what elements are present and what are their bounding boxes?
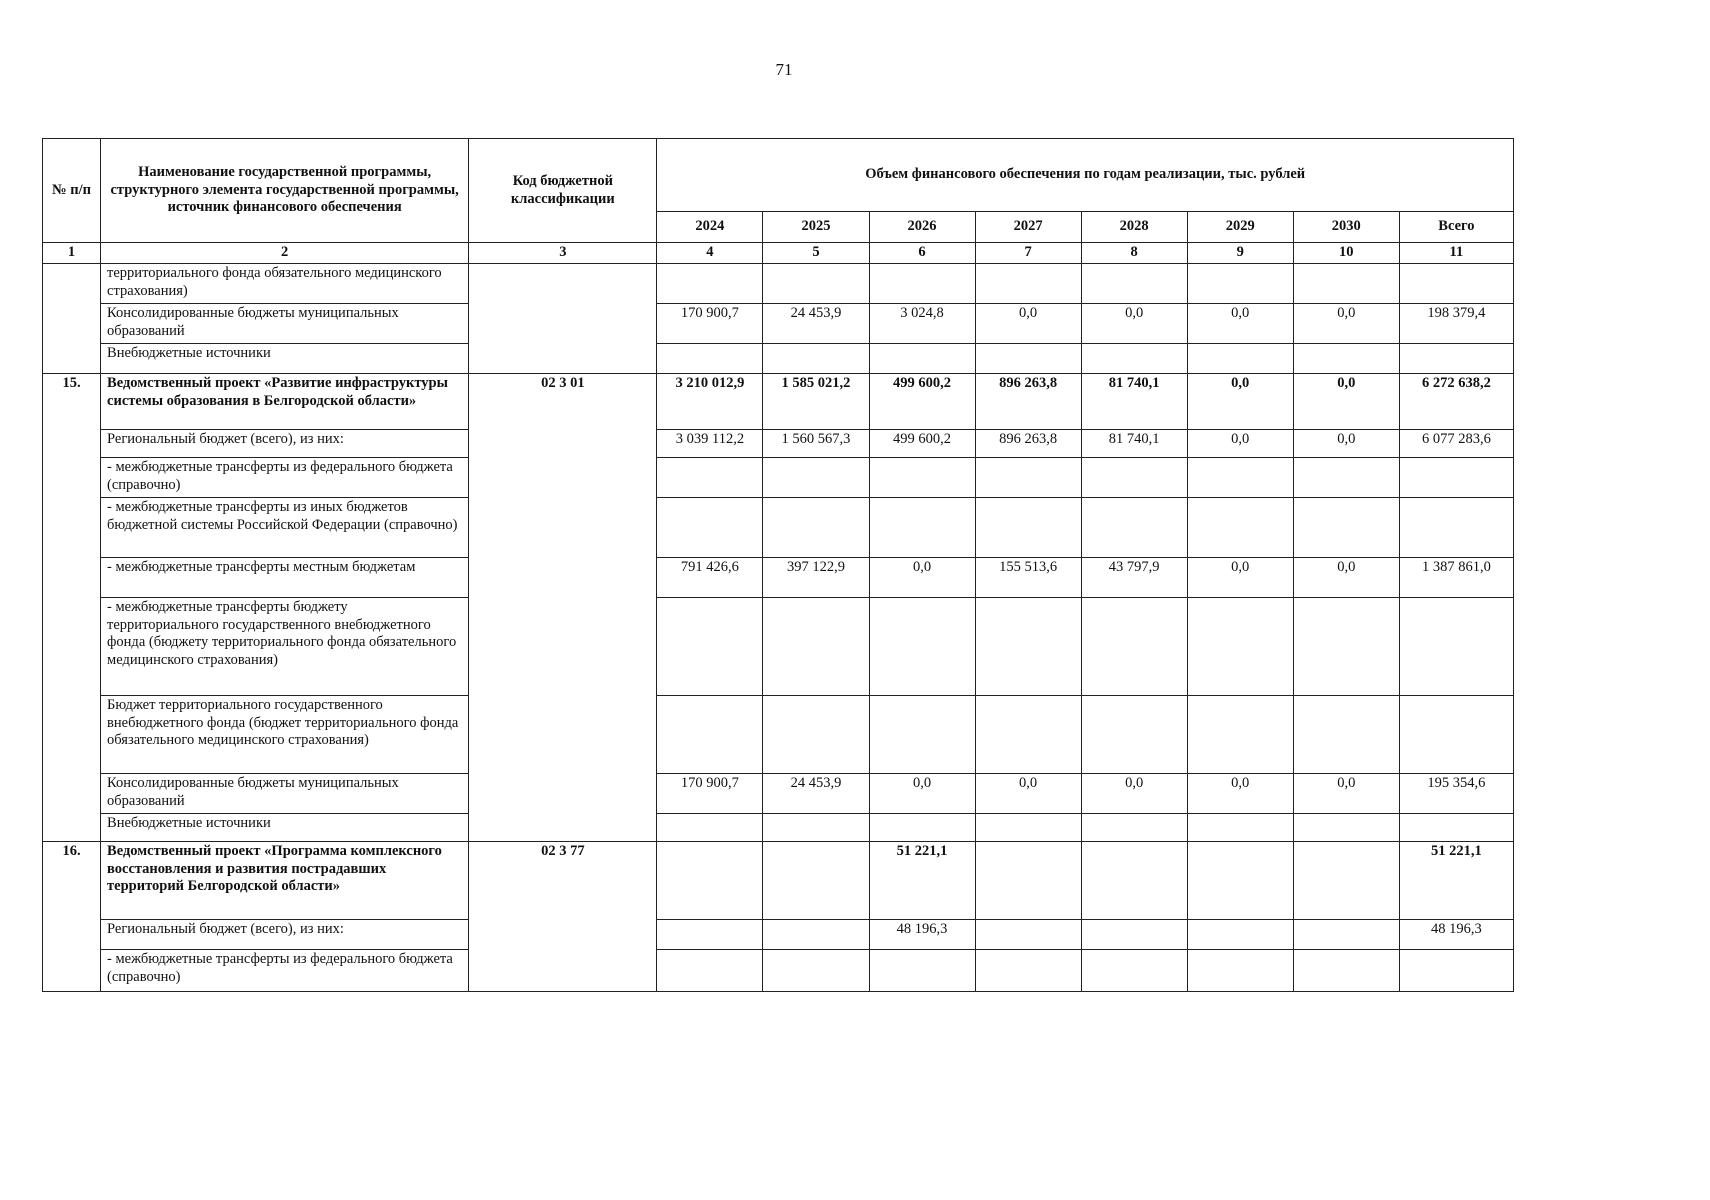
value-cell: 1 560 567,3: [763, 430, 869, 458]
value-cell: [657, 696, 763, 774]
value-cell: [763, 598, 869, 696]
column-number: 1: [43, 243, 101, 264]
value-cell: 3 024,8: [869, 304, 975, 344]
value-cell: [1187, 814, 1293, 842]
table-row: [43, 344, 1514, 374]
value-cell-total: [1399, 950, 1513, 992]
header-year: 2028: [1081, 212, 1187, 243]
value-cell: [1293, 920, 1399, 950]
row-number: 16.: [43, 842, 101, 992]
header-total: Всего: [1399, 212, 1513, 243]
value-cell: [1187, 458, 1293, 498]
value-cell: [1187, 598, 1293, 696]
value-cell: 499 600,2: [869, 430, 975, 458]
value-cell: 0,0: [975, 304, 1081, 344]
value-cell: [763, 696, 869, 774]
value-cell: [1293, 458, 1399, 498]
value-cell: 0,0: [1187, 558, 1293, 598]
value-cell: [763, 344, 869, 374]
value-cell: [657, 344, 763, 374]
value-cell-total: [1399, 696, 1513, 774]
value-cell: [657, 264, 763, 304]
value-cell: 1 585 021,2: [763, 374, 869, 430]
table-row: [43, 558, 1514, 598]
value-cell-total: 198 379,4: [1399, 304, 1513, 344]
column-number: 8: [1081, 243, 1187, 264]
item-name: Консолидированные бюджеты муниципальных образований: [101, 304, 469, 344]
column-number: 7: [975, 243, 1081, 264]
table-row: [43, 374, 1514, 430]
table-row: [43, 920, 1514, 950]
value-cell-total: 51 221,1: [1399, 842, 1513, 920]
item-name: Консолидированные бюджеты муниципальных образований: [101, 774, 469, 814]
value-cell: [869, 598, 975, 696]
value-cell: [657, 814, 763, 842]
value-cell: 51 221,1: [869, 842, 975, 920]
value-cell: 0,0: [1293, 558, 1399, 598]
value-cell: [975, 264, 1081, 304]
value-cell-total: 6 077 283,6: [1399, 430, 1513, 458]
value-cell: [763, 814, 869, 842]
value-cell: [1187, 920, 1293, 950]
value-cell: [763, 950, 869, 992]
value-cell: [1293, 814, 1399, 842]
header-code: Код бюджетной классификации: [469, 139, 657, 243]
value-cell: [1081, 696, 1187, 774]
column-number: 5: [763, 243, 869, 264]
table-row: [43, 814, 1514, 842]
item-name: Ведомственный проект «Программа комплексного восстановления и развития пострадавших территорий Белгородской области»: [101, 842, 469, 920]
value-cell: [975, 458, 1081, 498]
value-cell: 791 426,6: [657, 558, 763, 598]
value-cell: 81 740,1: [1081, 430, 1187, 458]
column-number: 6: [869, 243, 975, 264]
row-number: [43, 264, 101, 374]
value-cell: [763, 920, 869, 950]
value-cell: [869, 458, 975, 498]
item-name: Внебюджетные источники: [101, 814, 469, 842]
value-cell: [869, 696, 975, 774]
value-cell: [763, 842, 869, 920]
header-year: 2027: [975, 212, 1081, 243]
header-year: 2026: [869, 212, 975, 243]
value-cell: [1293, 264, 1399, 304]
value-cell: [1081, 264, 1187, 304]
budget-table: [42, 138, 1514, 992]
table-row: [43, 304, 1514, 344]
header-year: 2030: [1293, 212, 1399, 243]
value-cell: 896 263,8: [975, 374, 1081, 430]
value-cell: [763, 498, 869, 558]
value-cell: 48 196,3: [869, 920, 975, 950]
item-name: Бюджет территориального государственного внебюджетного фонда (бюджет территориального фонда обязательного медицинского страхования): [101, 696, 469, 774]
value-cell: 0,0: [1187, 374, 1293, 430]
value-cell: [869, 814, 975, 842]
value-cell: [975, 696, 1081, 774]
value-cell: [657, 950, 763, 992]
value-cell: [763, 264, 869, 304]
value-cell: [1187, 344, 1293, 374]
value-cell: 0,0: [869, 558, 975, 598]
value-cell: [657, 598, 763, 696]
value-cell: 397 122,9: [763, 558, 869, 598]
value-cell: 3 039 112,2: [657, 430, 763, 458]
value-cell: 0,0: [975, 774, 1081, 814]
value-cell: [1187, 696, 1293, 774]
value-cell: [1187, 842, 1293, 920]
value-cell: [975, 814, 1081, 842]
header-year: 2025: [763, 212, 869, 243]
value-cell: 0,0: [1293, 430, 1399, 458]
column-number: 9: [1187, 243, 1293, 264]
column-number: 10: [1293, 243, 1399, 264]
value-cell: 896 263,8: [975, 430, 1081, 458]
header-volume: Объем финансового обеспечения по годам реализации, тыс. рублей: [657, 139, 1514, 212]
header-num: № п/п: [43, 139, 101, 243]
budget-code: 02 3 77: [469, 842, 657, 992]
header-name: Наименование государственной программы, структурного элемента государственной программы, источник финансового обеспечения: [101, 139, 469, 243]
item-name: Ведомственный проект «Развитие инфраструктуры системы образования в Белгородской области»: [101, 374, 469, 430]
value-cell: 0,0: [1187, 304, 1293, 344]
table-row: [43, 498, 1514, 558]
value-cell-total: [1399, 264, 1513, 304]
value-cell: [869, 264, 975, 304]
table-row: [43, 264, 1514, 304]
value-cell: 0,0: [869, 774, 975, 814]
value-cell: 24 453,9: [763, 304, 869, 344]
value-cell-total: 1 387 861,0: [1399, 558, 1513, 598]
value-cell: [975, 950, 1081, 992]
value-cell: 43 797,9: [1081, 558, 1187, 598]
value-cell: 0,0: [1187, 774, 1293, 814]
value-cell: [763, 458, 869, 498]
table-row: [43, 950, 1514, 992]
value-cell: 0,0: [1293, 374, 1399, 430]
value-cell: 170 900,7: [657, 774, 763, 814]
value-cell-total: [1399, 598, 1513, 696]
row-number: 15.: [43, 374, 101, 842]
value-cell: [975, 598, 1081, 696]
value-cell: 499 600,2: [869, 374, 975, 430]
value-cell: [975, 498, 1081, 558]
value-cell: [1293, 696, 1399, 774]
value-cell: [657, 842, 763, 920]
value-cell: [975, 344, 1081, 374]
table-row: [43, 458, 1514, 498]
value-cell-total: [1399, 458, 1513, 498]
value-cell: [1081, 498, 1187, 558]
value-cell-total: [1399, 498, 1513, 558]
value-cell: 24 453,9: [763, 774, 869, 814]
value-cell: [1187, 950, 1293, 992]
value-cell: [1081, 950, 1187, 992]
table-row: [43, 774, 1514, 814]
value-cell-total: [1399, 814, 1513, 842]
value-cell: [1187, 264, 1293, 304]
column-number: 11: [1399, 243, 1513, 264]
item-name: Внебюджетные источники: [101, 344, 469, 374]
value-cell: 0,0: [1293, 774, 1399, 814]
value-cell: [869, 498, 975, 558]
table-row: [43, 430, 1514, 458]
value-cell: [657, 498, 763, 558]
value-cell: [1293, 498, 1399, 558]
value-cell: [1081, 458, 1187, 498]
value-cell: [1293, 842, 1399, 920]
value-cell: [975, 920, 1081, 950]
column-number: 2: [101, 243, 469, 264]
table-row: [43, 842, 1514, 920]
budget-code: 02 3 01: [469, 374, 657, 842]
item-name: - межбюджетные трансферты из иных бюджетов бюджетной системы Российской Федерации (справочно): [101, 498, 469, 558]
column-number: 3: [469, 243, 657, 264]
value-cell-total: 6 272 638,2: [1399, 374, 1513, 430]
table-row: [43, 696, 1514, 774]
value-cell: [1081, 814, 1187, 842]
item-name: территориального фонда обязательного медицинского страхования): [101, 264, 469, 304]
value-cell: [1081, 344, 1187, 374]
value-cell: [657, 458, 763, 498]
value-cell: [975, 842, 1081, 920]
header-year: 2029: [1187, 212, 1293, 243]
page-number: 71: [775, 60, 793, 79]
value-cell: 0,0: [1187, 430, 1293, 458]
budget-code: [469, 264, 657, 374]
value-cell: [1293, 950, 1399, 992]
value-cell: 3 210 012,9: [657, 374, 763, 430]
value-cell: 0,0: [1081, 774, 1187, 814]
value-cell: 0,0: [1293, 304, 1399, 344]
value-cell: 81 740,1: [1081, 374, 1187, 430]
item-name: Региональный бюджет (всего), из них:: [101, 430, 469, 458]
value-cell: [1293, 344, 1399, 374]
value-cell: [869, 950, 975, 992]
value-cell: [1081, 598, 1187, 696]
table-body: [43, 264, 1514, 992]
value-cell-total: 195 354,6: [1399, 774, 1513, 814]
value-cell: [1187, 498, 1293, 558]
item-name: Региональный бюджет (всего), из них:: [101, 920, 469, 950]
value-cell: [657, 920, 763, 950]
value-cell: [1293, 598, 1399, 696]
item-name: - межбюджетные трансферты из федерального бюджета (справочно): [101, 458, 469, 498]
value-cell: 0,0: [1081, 304, 1187, 344]
item-name: - межбюджетные трансферты местным бюджетам: [101, 558, 469, 598]
header-year: 2024: [657, 212, 763, 243]
value-cell: 170 900,7: [657, 304, 763, 344]
value-cell: [869, 344, 975, 374]
table-row: [43, 598, 1514, 696]
item-name: - межбюджетные трансферты бюджету территориального государственного внебюджетного фонда (бюджету территориального фонда обязательного медицинского страхования): [101, 598, 469, 696]
value-cell-total: 48 196,3: [1399, 920, 1513, 950]
item-name: - межбюджетные трансферты из федерального бюджета (справочно): [101, 950, 469, 992]
value-cell: [1081, 920, 1187, 950]
value-cell: 155 513,6: [975, 558, 1081, 598]
value-cell: [1081, 842, 1187, 920]
column-number: 4: [657, 243, 763, 264]
value-cell-total: [1399, 344, 1513, 374]
